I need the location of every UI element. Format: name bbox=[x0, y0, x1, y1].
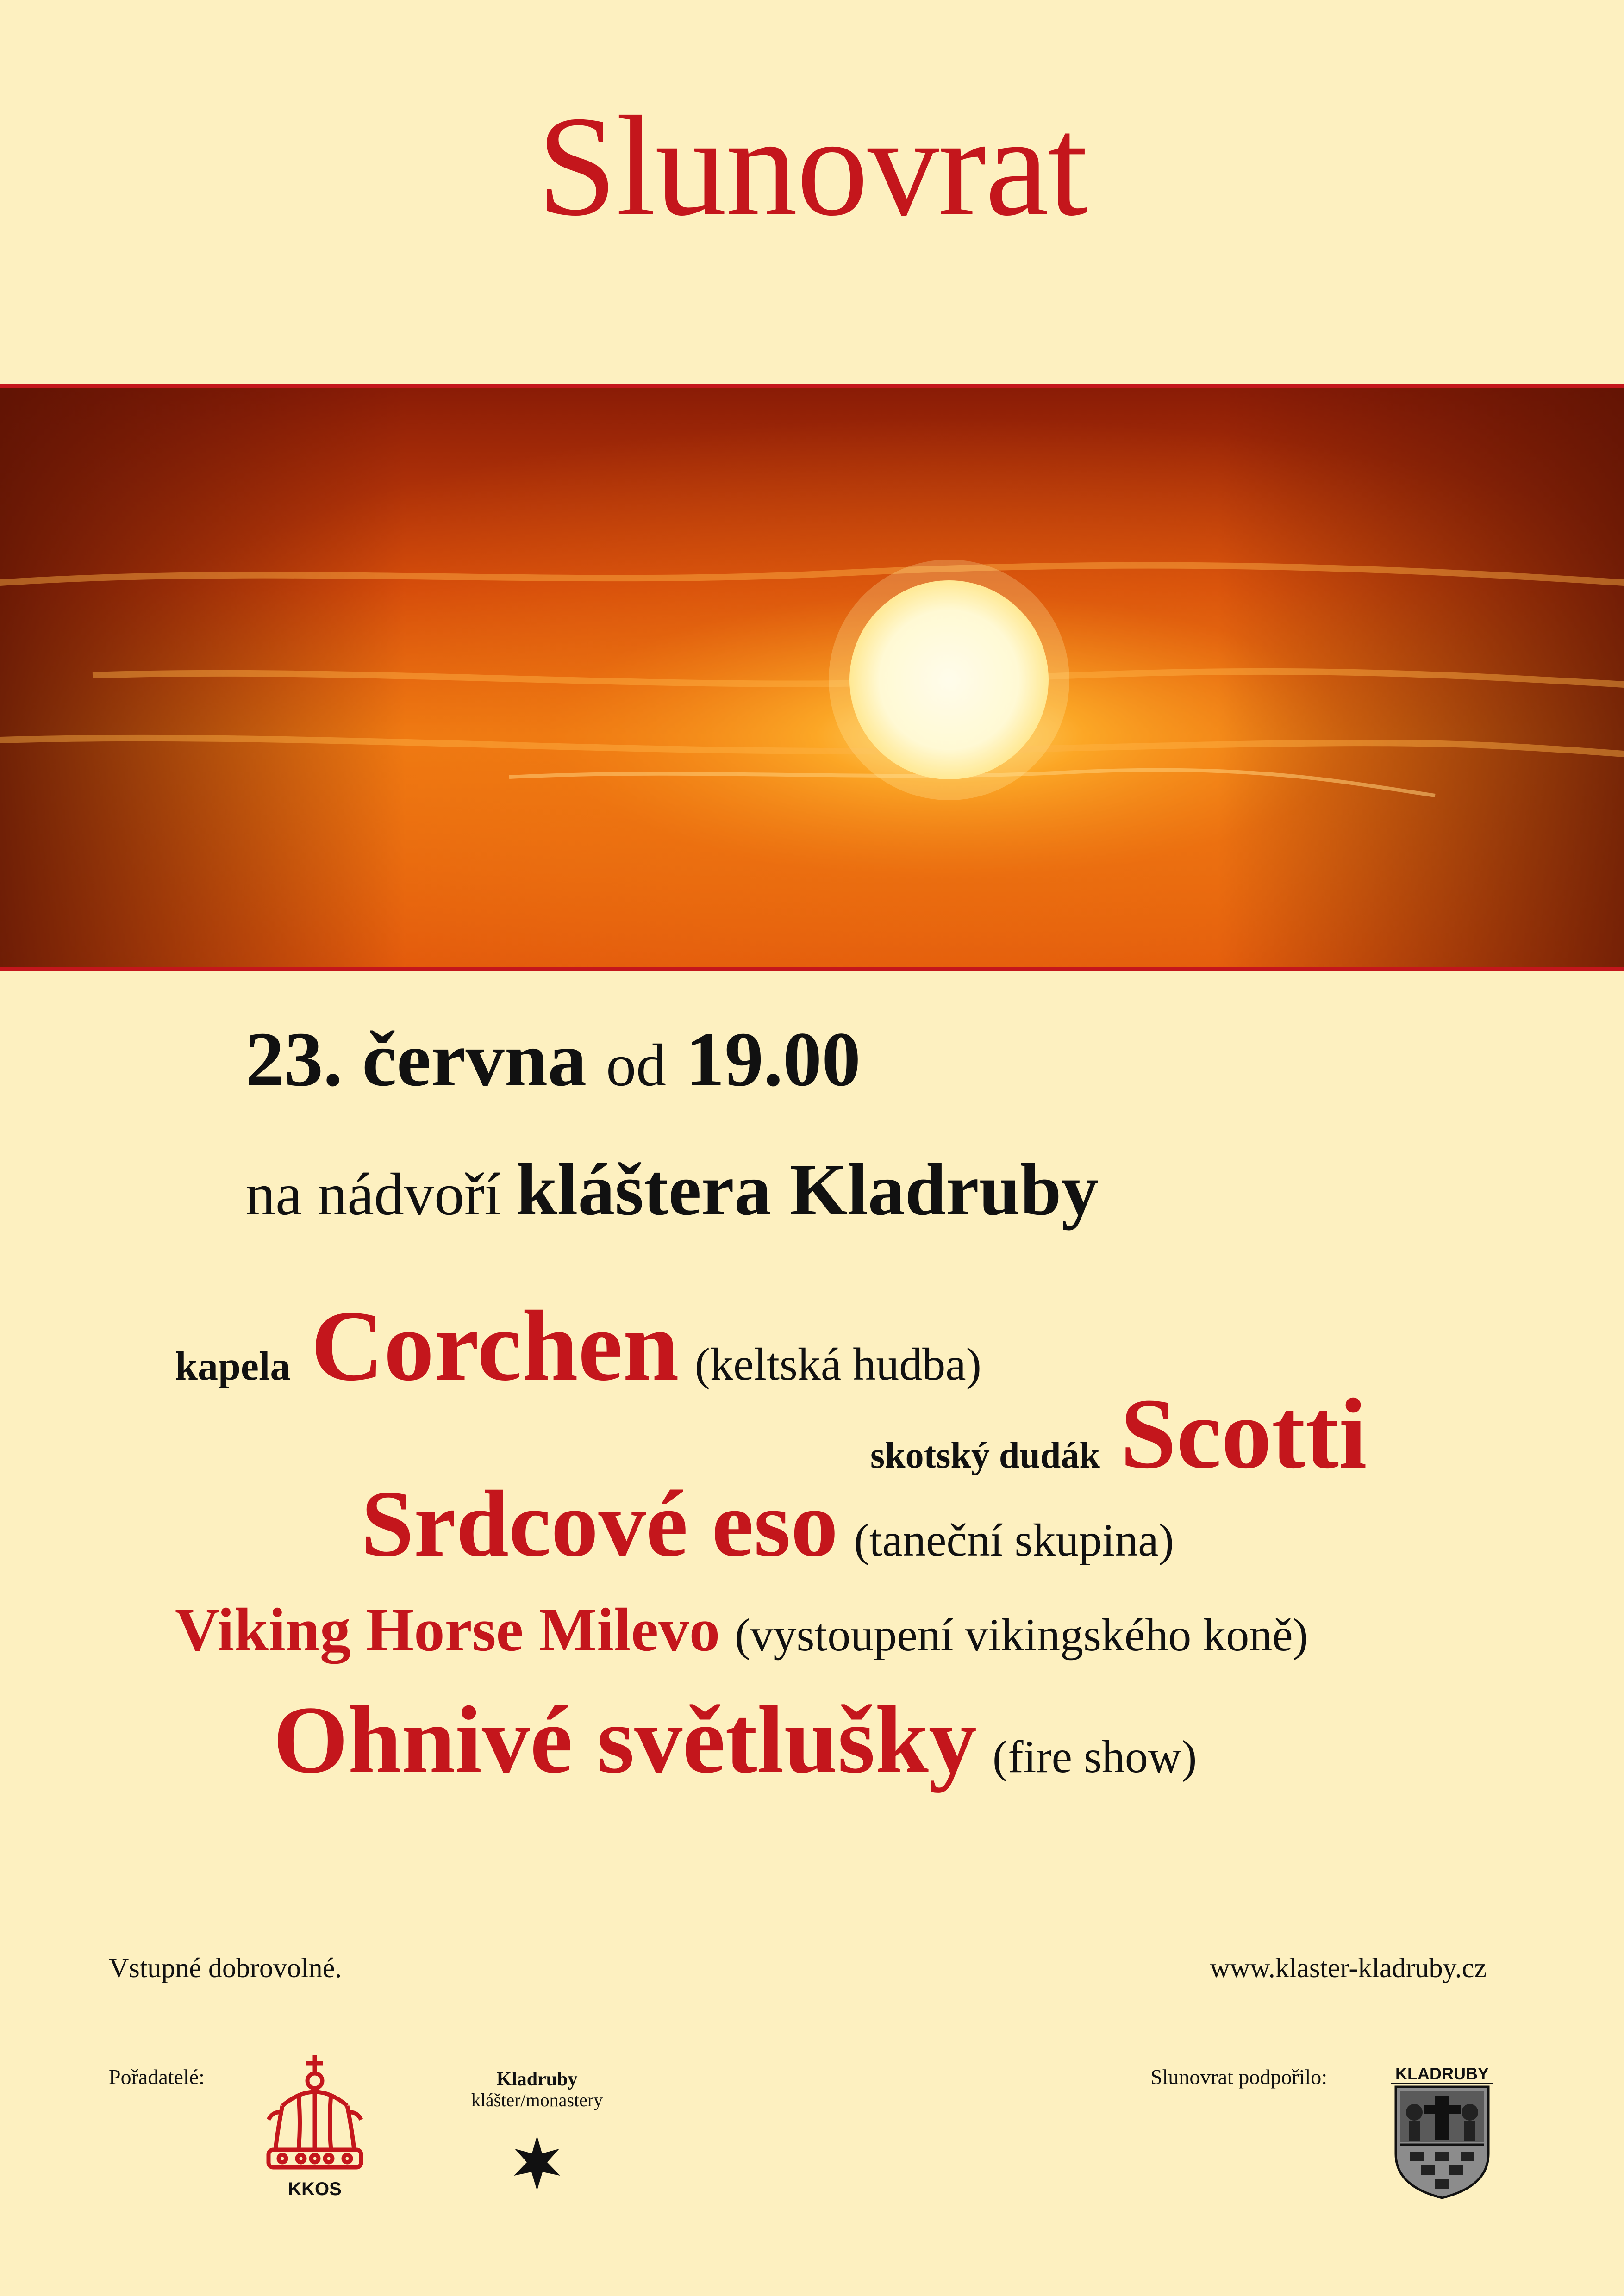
act-name: Scotti bbox=[1120, 1378, 1367, 1490]
sunset-photo-icon bbox=[0, 388, 1624, 967]
act-prefix: skotský dudák bbox=[870, 1435, 1100, 1476]
act-name: Ohnivé světlušky bbox=[273, 1686, 977, 1793]
act-scotti bbox=[870, 1378, 1367, 1490]
event-time: 19.00 bbox=[686, 1016, 861, 1102]
poster-title: Slunovrat bbox=[537, 87, 1087, 246]
kkos-logo bbox=[255, 2050, 375, 2203]
crown-icon bbox=[255, 2050, 375, 2189]
entry-note: Vstupné dobrovolné. bbox=[109, 1953, 342, 1983]
act-viking-horse bbox=[175, 1595, 1308, 1664]
monastery-logo-sub: klášter/monastery bbox=[471, 2090, 603, 2111]
act-ohnive-svetlusky bbox=[273, 1686, 1197, 1793]
sponsor-label: Slunovrat podpořilo: bbox=[1150, 2065, 1328, 2089]
act-note: (vystoupení vikingského koně) bbox=[735, 1609, 1308, 1661]
act-note: (fire show) bbox=[992, 1731, 1197, 1782]
coat-of-arms-text: KLADRUBY bbox=[1391, 2064, 1493, 2084]
event-date-line bbox=[245, 1016, 861, 1102]
place-name: kláštera Kladruby bbox=[516, 1148, 1099, 1231]
organizers-label: Pořadatelé: bbox=[109, 2065, 205, 2089]
act-name: Corchen bbox=[311, 1290, 679, 1402]
act-prefix: kapela bbox=[175, 1344, 291, 1389]
town-coat-of-arms bbox=[1391, 2064, 1493, 2203]
act-srdcove-eso bbox=[361, 1471, 1174, 1576]
act-name: Viking Horse Milevo bbox=[175, 1595, 720, 1664]
sunset-photo bbox=[0, 384, 1624, 971]
event-place-line bbox=[245, 1148, 1099, 1231]
coat-of-arms-icon bbox=[1391, 2084, 1493, 2200]
date-connector: od bbox=[606, 1032, 667, 1099]
act-note: (keltská hudba) bbox=[694, 1338, 981, 1390]
monastery-logo bbox=[451, 2069, 623, 2194]
event-date: 23. června bbox=[245, 1016, 587, 1102]
website-link[interactable]: www.klaster-kladruby.cz bbox=[1210, 1953, 1487, 1983]
act-name: Srdcové eso bbox=[361, 1471, 838, 1576]
place-prefix: na nádvoří bbox=[245, 1161, 501, 1228]
act-note: (taneční skupina) bbox=[854, 1514, 1174, 1566]
kkos-logo-text: KKOS bbox=[288, 2179, 342, 2199]
monastery-logo-name: Kladruby bbox=[496, 2069, 578, 2090]
act-corchen bbox=[175, 1290, 981, 1402]
star-icon bbox=[509, 2136, 565, 2191]
